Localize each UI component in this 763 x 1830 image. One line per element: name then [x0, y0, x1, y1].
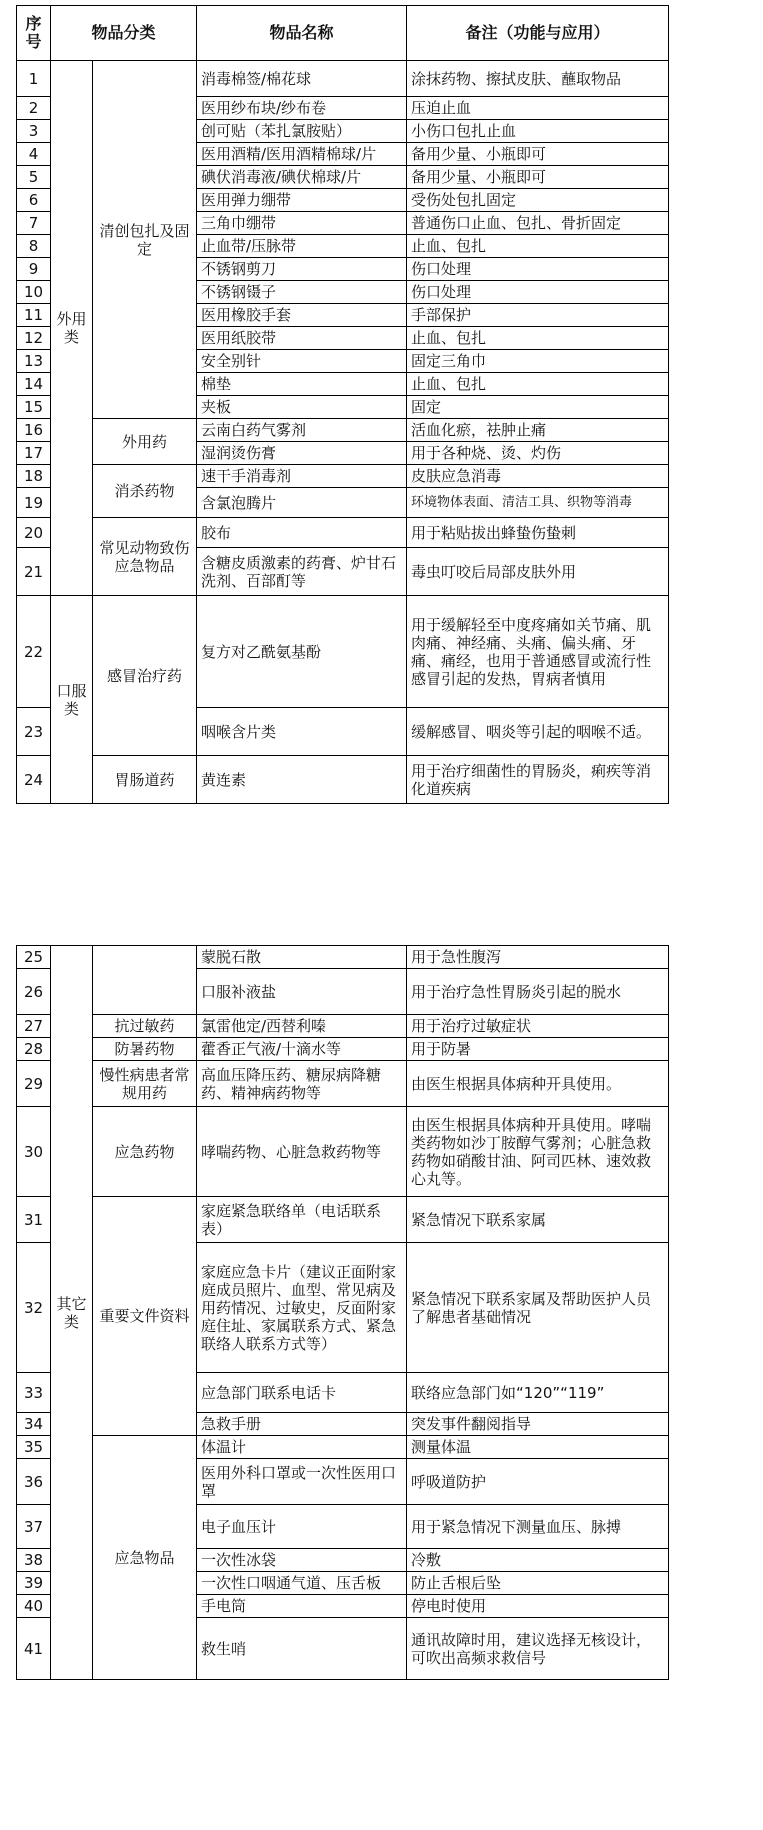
item-name: 消毒棉签/棉花球	[197, 61, 407, 97]
item-note: 用于治疗急性胃肠炎引起的脱水	[407, 969, 669, 1015]
subgroup-animal-injury: 常见动物致伤应急物品	[93, 518, 197, 596]
row-number: 14	[17, 373, 51, 396]
item-note: 用于防暑	[407, 1038, 669, 1061]
header-name: 物品名称	[197, 6, 407, 61]
item-name: 夹板	[197, 396, 407, 419]
row-number: 28	[17, 1038, 51, 1061]
row-number: 2	[17, 97, 51, 120]
table-row	[17, 756, 669, 804]
subgroup-cold: 感冒治疗药	[93, 596, 197, 756]
item-note: 环境物体表面、清洁工具、织物等消毒	[407, 488, 669, 518]
row-number: 4	[17, 143, 51, 166]
item-name: 含糖皮质激素的药膏、炉甘石洗剂、百部酊等	[197, 548, 407, 596]
row-number: 3	[17, 120, 51, 143]
item-note: 止血、包扎	[407, 235, 669, 258]
item-name: 氯雷他定/西替利嗪	[197, 1015, 407, 1038]
row-number: 20	[17, 518, 51, 548]
subgroup-gastro: 胃肠道药	[93, 756, 197, 804]
item-name: 体温计	[197, 1436, 407, 1459]
row-number: 34	[17, 1413, 51, 1436]
table-row	[17, 1436, 669, 1459]
item-name: 胶布	[197, 518, 407, 548]
row-number: 33	[17, 1373, 51, 1413]
item-note: 紧急情况下联系家属及帮助医护人员了解患者基础情况	[407, 1243, 669, 1373]
row-number: 37	[17, 1505, 51, 1549]
subgroup-chronic: 慢性病患者常规用药	[93, 1061, 197, 1107]
table-row	[17, 419, 669, 442]
supplies-table-part-1	[16, 5, 669, 804]
header-no: 序号	[17, 6, 51, 61]
group-oral: 口服类	[51, 596, 93, 804]
header-note: 备注（功能与应用）	[407, 6, 669, 61]
row-number: 18	[17, 465, 51, 488]
item-note: 固定	[407, 396, 669, 419]
item-name: 藿香正气液/十滴水等	[197, 1038, 407, 1061]
row-number: 16	[17, 419, 51, 442]
item-name: 蒙脱石散	[197, 946, 407, 969]
table-row	[17, 465, 669, 488]
row-number: 38	[17, 1549, 51, 1572]
item-note: 呼吸道防护	[407, 1459, 669, 1505]
row-number: 40	[17, 1595, 51, 1618]
item-note: 紧急情况下联系家属	[407, 1197, 669, 1243]
item-name: 棉垫	[197, 373, 407, 396]
item-note: 用于治疗过敏症状	[407, 1015, 669, 1038]
row-number: 11	[17, 304, 51, 327]
item-name: 医用弹力绷带	[197, 189, 407, 212]
item-name: 止血带/压脉带	[197, 235, 407, 258]
item-note: 用于各种烧、烫、灼伤	[407, 442, 669, 465]
subgroup-disinfect: 消杀药物	[93, 465, 197, 518]
item-note: 由医生根据具体病种开具使用。哮喘类药物如沙丁胺醇气雾剂；心脏急救药物如硝酸甘油、阿司匹林、速效救心丸等。	[407, 1107, 669, 1197]
row-number: 7	[17, 212, 51, 235]
item-name: 三角巾绷带	[197, 212, 407, 235]
row-number: 12	[17, 327, 51, 350]
item-note: 固定三角巾	[407, 350, 669, 373]
item-name: 复方对乙酰氨基酚	[197, 596, 407, 708]
item-name: 医用酒精/医用酒精棉球/片	[197, 143, 407, 166]
row-number: 31	[17, 1197, 51, 1243]
item-name: 创可贴（苯扎氯胺贴）	[197, 120, 407, 143]
row-number: 23	[17, 708, 51, 756]
item-name: 家庭应急卡片（建议正面附家庭成员照片、血型、常见病及用药情况、过敏史，反面附家庭住址、家属联系方式、紧急联络人联系方式等）	[197, 1243, 407, 1373]
item-name: 医用外科口罩或一次性医用口罩	[197, 1459, 407, 1505]
table-row	[17, 518, 669, 548]
row-number: 41	[17, 1618, 51, 1680]
item-note: 通讯故障时用，建议选择无核设计，可吹出高频求救信号	[407, 1618, 669, 1680]
subgroup-antiallergy: 抗过敏药	[93, 1015, 197, 1038]
item-name: 一次性冰袋	[197, 1549, 407, 1572]
row-number: 19	[17, 488, 51, 518]
subgroup-emergency-supplies: 应急物品	[93, 1436, 197, 1680]
item-note: 备用少量、小瓶即可	[407, 143, 669, 166]
item-name: 湿润烫伤膏	[197, 442, 407, 465]
item-note: 皮肤应急消毒	[407, 465, 669, 488]
item-note: 止血、包扎	[407, 327, 669, 350]
table-row	[17, 1015, 669, 1038]
row-number: 26	[17, 969, 51, 1015]
subgroup-blank	[93, 946, 197, 1015]
item-note: 联络应急部门如“120”“119”	[407, 1373, 669, 1413]
item-note: 涂抹药物、擦拭皮肤、蘸取物品	[407, 61, 669, 97]
item-note: 压迫止血	[407, 97, 669, 120]
item-name: 应急部门联系电话卡	[197, 1373, 407, 1413]
row-number: 9	[17, 258, 51, 281]
row-number: 29	[17, 1061, 51, 1107]
item-note: 测量体温	[407, 1436, 669, 1459]
item-note: 伤口处理	[407, 258, 669, 281]
table-row	[17, 1107, 669, 1197]
row-number: 30	[17, 1107, 51, 1197]
row-number: 8	[17, 235, 51, 258]
row-number: 21	[17, 548, 51, 596]
item-name: 不锈钢镊子	[197, 281, 407, 304]
subgroup-heatstroke: 防暑药物	[93, 1038, 197, 1061]
item-name: 咽喉含片类	[197, 708, 407, 756]
item-name: 速干手消毒剂	[197, 465, 407, 488]
supplies-table-part-2	[16, 945, 669, 1680]
table-header-row	[17, 6, 669, 61]
item-note: 用于治疗细菌性的胃肠炎，痢疾等消化道疾病	[407, 756, 669, 804]
item-note: 受伤处包扎固定	[407, 189, 669, 212]
row-number: 17	[17, 442, 51, 465]
item-note: 普通伤口止血、包扎、骨折固定	[407, 212, 669, 235]
item-note: 用于缓解轻至中度疼痛如关节痛、肌肉痛、神经痛、头痛、偏头痛、牙痛、痛经，也用于普通感冒或流行性感冒引起的发热，胃病者慎用	[407, 596, 669, 708]
item-name: 电子血压计	[197, 1505, 407, 1549]
group-other: 其它类	[51, 946, 93, 1680]
item-name: 含氯泡腾片	[197, 488, 407, 518]
item-name: 云南白药气雾剂	[197, 419, 407, 442]
row-number: 25	[17, 946, 51, 969]
item-note: 用于急性腹泻	[407, 946, 669, 969]
row-number: 36	[17, 1459, 51, 1505]
item-note: 活血化瘀，祛肿止痛	[407, 419, 669, 442]
item-name: 哮喘药物、心脏急救药物等	[197, 1107, 407, 1197]
item-name: 医用纸胶带	[197, 327, 407, 350]
item-name: 医用橡胶手套	[197, 304, 407, 327]
item-name: 急救手册	[197, 1413, 407, 1436]
table-row	[17, 1061, 669, 1107]
table-row	[17, 61, 669, 97]
item-name: 一次性口咽通气道、压舌板	[197, 1572, 407, 1595]
subgroup-cleaning: 清创包扎及固定	[93, 61, 197, 419]
item-name: 口服补液盐	[197, 969, 407, 1015]
table-row	[17, 596, 669, 708]
subgroup-emergency-drug: 应急药物	[93, 1107, 197, 1197]
row-number: 15	[17, 396, 51, 419]
item-note: 伤口处理	[407, 281, 669, 304]
item-note: 用于粘贴拔出蜂蛰伤蛰刺	[407, 518, 669, 548]
row-number: 13	[17, 350, 51, 373]
item-note: 备用少量、小瓶即可	[407, 166, 669, 189]
row-number: 24	[17, 756, 51, 804]
row-number: 32	[17, 1243, 51, 1373]
table-row	[17, 946, 669, 969]
item-name: 高血压降压药、糖尿病降糖药、精神病药物等	[197, 1061, 407, 1107]
item-name: 安全别针	[197, 350, 407, 373]
item-name: 手电筒	[197, 1595, 407, 1618]
subgroup-topical: 外用药	[93, 419, 197, 465]
row-number: 39	[17, 1572, 51, 1595]
item-name: 医用纱布块/纱布卷	[197, 97, 407, 120]
item-note: 停电时使用	[407, 1595, 669, 1618]
item-name: 不锈钢剪刀	[197, 258, 407, 281]
item-note: 缓解感冒、咽炎等引起的咽喉不适。	[407, 708, 669, 756]
item-note: 突发事件翻阅指导	[407, 1413, 669, 1436]
row-number: 35	[17, 1436, 51, 1459]
item-name: 黄连素	[197, 756, 407, 804]
item-name: 家庭紧急联络单（电话联系表）	[197, 1197, 407, 1243]
item-note: 由医生根据具体病种开具使用。	[407, 1061, 669, 1107]
item-name: 碘伏消毒液/碘伏棉球/片	[197, 166, 407, 189]
row-number: 1	[17, 61, 51, 97]
item-note: 止血、包扎	[407, 373, 669, 396]
item-note: 冷敷	[407, 1549, 669, 1572]
row-number: 27	[17, 1015, 51, 1038]
item-note: 用于紧急情况下测量血压、脉搏	[407, 1505, 669, 1549]
subgroup-documents: 重要文件资料	[93, 1197, 197, 1436]
item-note: 毒虫叮咬后局部皮肤外用	[407, 548, 669, 596]
item-name: 救生哨	[197, 1618, 407, 1680]
item-note: 手部保护	[407, 304, 669, 327]
item-note: 小伤口包扎止血	[407, 120, 669, 143]
row-number: 5	[17, 166, 51, 189]
row-number: 10	[17, 281, 51, 304]
group-external: 外用类	[51, 61, 93, 596]
table-row	[17, 1197, 669, 1243]
table-row	[17, 1038, 669, 1061]
row-number: 22	[17, 596, 51, 708]
item-note: 防止舌根后坠	[407, 1572, 669, 1595]
row-number: 6	[17, 189, 51, 212]
header-category: 物品分类	[51, 6, 197, 61]
